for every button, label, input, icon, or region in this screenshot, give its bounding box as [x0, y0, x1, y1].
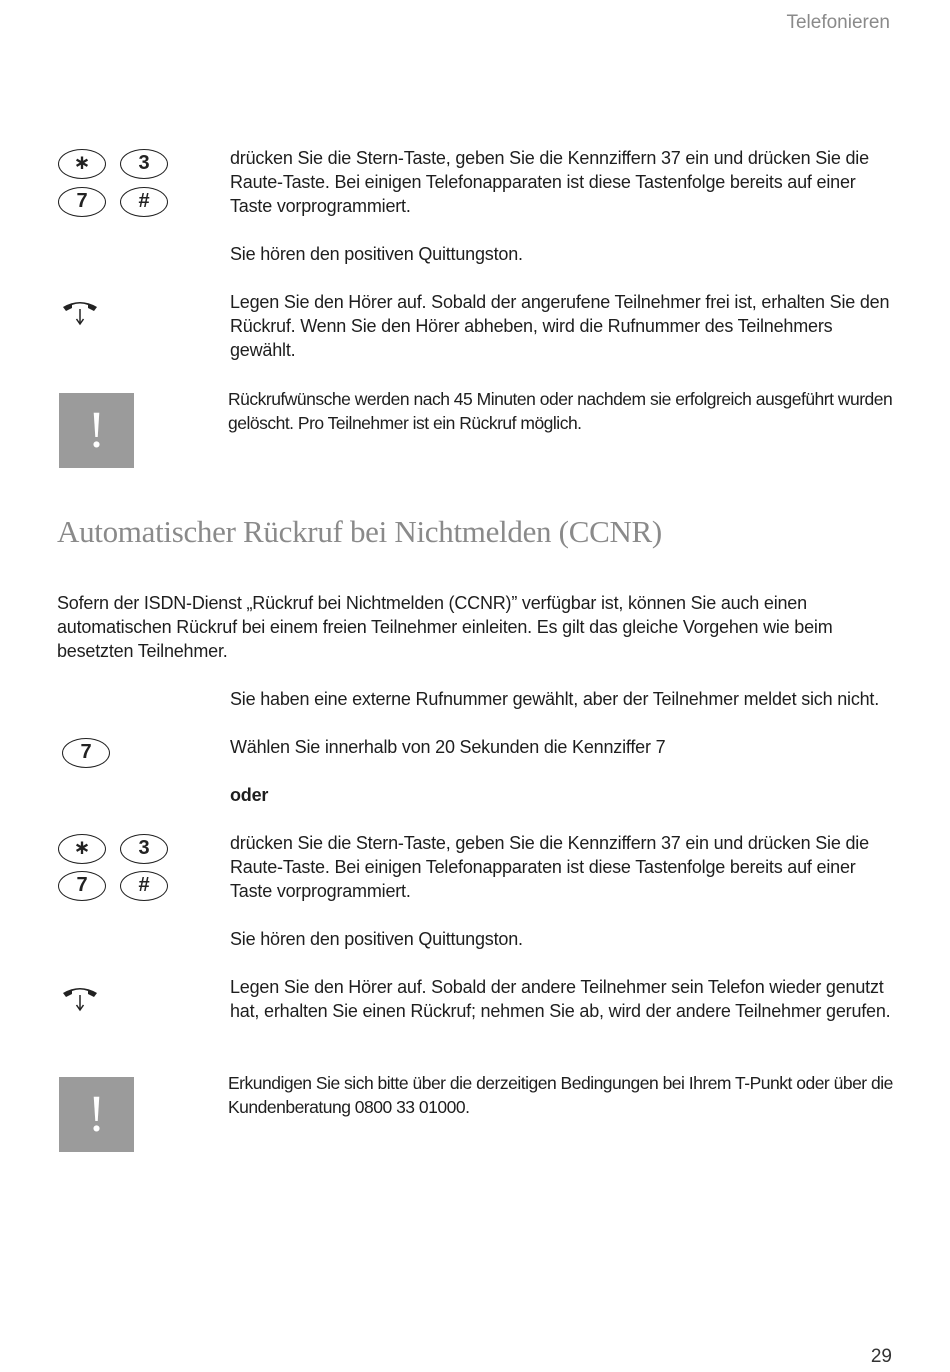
warning-exclamation-icon: !	[59, 1077, 134, 1152]
note-customer-service: Erkundigen Sie sich bitte über die derzeitigen Bedingungen bei Ihrem T-Punkt oder über die Kundenberatung 0800 33 01000.	[228, 1073, 893, 1117]
step-star37-text: drücken Sie die Stern-Taste, geben Sie die Kennziffern 37 ein und drücken Sie die Raute-Taste. Bei einigen Telefonapparaten ist diese Tastenfolge bereits auf einer Taste vorprogrammiert.	[230, 833, 869, 901]
star-key-icon: ∗	[58, 149, 106, 179]
warning-exclamation-icon: !	[59, 393, 134, 468]
note-callback-expiry: Rückrufwünsche werden nach 45 Minuten oder nachdem sie erfolgreich ausgeführt wurden gelöscht. Pro Teilnehmer ist ein Rückruf möglich.	[228, 389, 893, 433]
step-hang-up-text: Legen Sie den Hörer auf. Sobald der andere Teilnehmer sein Telefon wieder genutzt hat, erhalten Sie einen Rückruf; nehmen Sie ab, wird der andere Teilnehmer gerufen.	[230, 977, 891, 1021]
hang-up-handset-icon	[60, 298, 100, 328]
running-header: Telefonieren	[786, 12, 890, 33]
step-dial-7-text: Wählen Sie innerhalb von 20 Sekunden die Kennziffer 7	[230, 737, 666, 757]
hang-up-handset-icon	[60, 984, 100, 1014]
section-title: Automatischer Rückruf bei Nichtmelden (CCNR)	[57, 514, 662, 549]
page-number: 29	[870, 1346, 892, 1367]
hash-key-icon: #	[120, 187, 168, 217]
hash-key-icon: #	[120, 871, 168, 901]
key-7-icon: 7	[58, 187, 106, 217]
key-3-icon: 3	[120, 834, 168, 864]
key-7-icon: 7	[62, 738, 110, 768]
step-hang-up-text: Legen Sie den Hörer auf. Sobald der angerufene Teilnehmer frei ist, erhalten Sie den Rückruf. Wenn Sie den Hörer abheben, wird die Rufnummer des Teilnehmers gewählt.	[230, 292, 890, 360]
step-no-answer-text: Sie haben eine externe Rufnummer gewählt, aber der Teilnehmer meldet sich nicht.	[230, 689, 880, 709]
key-3-icon: 3	[120, 149, 168, 179]
or-label: oder	[230, 785, 269, 805]
step-star37-text: drücken Sie die Stern-Taste, geben Sie die Kennziffern 37 ein und drücken Sie die Raute-Taste. Bei einigen Telefonapparaten ist diese Tastenfolge bereits auf einer Taste vorprogrammiert.	[230, 148, 869, 216]
step-confirm-tone-text: Sie hören den positiven Quittungston.	[230, 929, 523, 949]
step-confirm-tone-text: Sie hören den positiven Quittungston.	[230, 244, 523, 264]
key-7-icon: 7	[58, 871, 106, 901]
star-key-icon: ∗	[58, 834, 106, 864]
section-intro: Sofern der ISDN-Dienst „Rückruf bei Nichtmelden (CCNR)” verfügbar ist, können Sie auch einen automatischen Rückruf bei einem freien Teilnehmer einleiten. Es gilt das gleiche Vorgehen wie beim besetzten Teilnehmer.	[57, 593, 833, 661]
